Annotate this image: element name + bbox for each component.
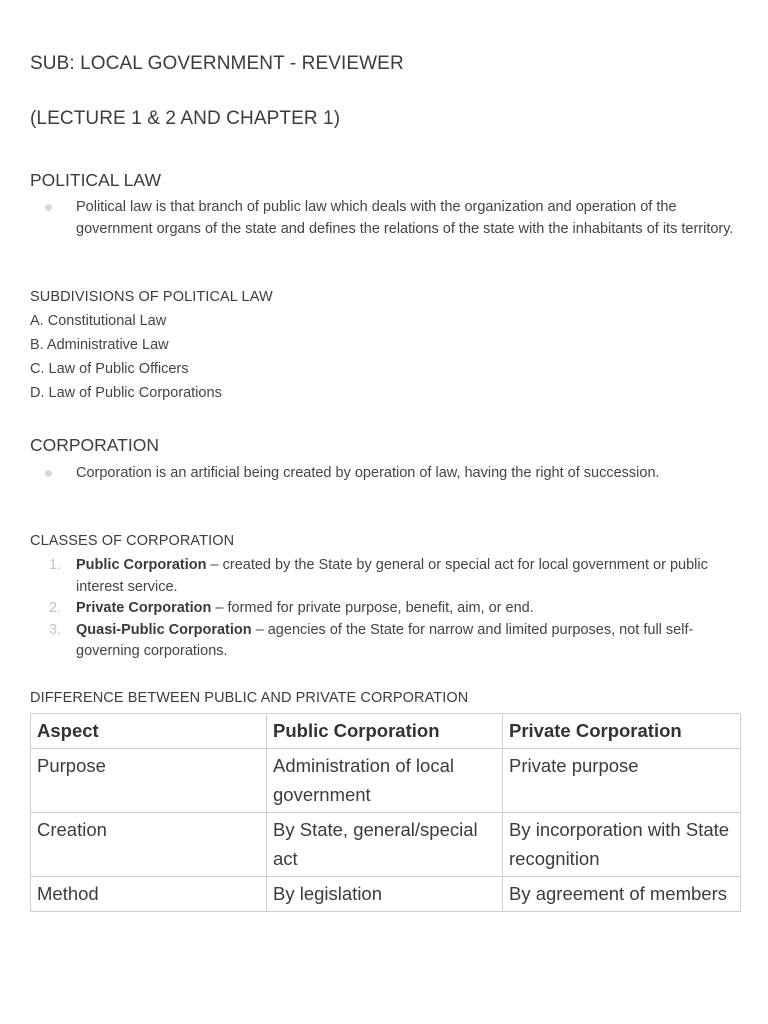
table-cell: Purpose xyxy=(31,749,267,813)
table-cell: By agreement of members xyxy=(503,877,741,912)
table-cell: Method xyxy=(31,877,267,912)
political-law-bullet xyxy=(30,197,742,240)
table-row xyxy=(31,813,741,877)
table-header-row xyxy=(31,714,741,749)
table-cell: By State, general/special act xyxy=(267,813,503,877)
subdivision-item: B. Administrative Law xyxy=(30,337,169,353)
political-law-heading: POLITICAL LAW xyxy=(30,170,161,190)
document-subject-title: SUB: LOCAL GOVERNMENT - REVIEWER xyxy=(30,53,404,74)
column-header: Private Corporation xyxy=(503,714,741,749)
comparison-table xyxy=(30,713,741,912)
class-description: – created by the State by general or special act for local government or public interest service. xyxy=(76,557,708,595)
class-term: Quasi-Public Corporation xyxy=(76,621,252,638)
subdivisions-heading: SUBDIVISIONS OF POLITICAL LAW xyxy=(30,289,273,305)
political-law-definition: Political law is that branch of public law which deals with the organization and operation of the government organs of the state and defines the relations of the state with the inhabitants of its territory. xyxy=(76,199,734,237)
class-description: – agencies of the State for narrow and limited purposes, not full self-governing corporations. xyxy=(76,621,694,659)
class-term: Private Corporation xyxy=(76,600,212,616)
classes-list xyxy=(30,555,742,663)
list-number: 1. xyxy=(49,557,62,573)
table-cell: Administration of local government xyxy=(267,749,503,813)
corporation-heading: CORPORATION xyxy=(30,435,159,455)
classes-heading: CLASSES OF CORPORATION xyxy=(30,533,235,549)
subdivision-item: C. Law of Public Officers xyxy=(30,361,189,377)
list-number: 2. xyxy=(49,600,62,616)
document-coverage-title: (LECTURE 1 & 2 AND CHAPTER 1) xyxy=(30,108,341,129)
subdivision-item: A. Constitutional Law xyxy=(30,313,167,329)
table-cell: By legislation xyxy=(267,877,503,912)
table-row xyxy=(31,749,741,813)
list-number: 3. xyxy=(49,621,62,638)
corporation-bullet xyxy=(30,463,742,485)
table-cell: Private purpose xyxy=(503,749,741,813)
table-row xyxy=(31,877,741,912)
table-cell: By incorporation with State recognition xyxy=(503,813,741,877)
subdivision-item: D. Law of Public Corporations xyxy=(30,385,222,401)
table-cell: Creation xyxy=(31,813,267,877)
list-item xyxy=(30,555,742,598)
class-description: – formed for private purpose, benefit, aim, or end. xyxy=(211,600,534,616)
corporation-definition: Corporation is an artificial being created by operation of law, having the right of succession. xyxy=(76,465,660,481)
list-item xyxy=(30,620,742,663)
bullet-icon xyxy=(45,470,52,477)
column-header: Public Corporation xyxy=(267,714,503,749)
column-header: Aspect xyxy=(31,714,267,749)
difference-heading: DIFFERENCE BETWEEN PUBLIC AND PRIVATE CORPORATION xyxy=(30,690,469,706)
bullet-icon xyxy=(45,204,52,211)
class-term: Public Corporation xyxy=(76,557,207,573)
list-item xyxy=(30,598,742,620)
